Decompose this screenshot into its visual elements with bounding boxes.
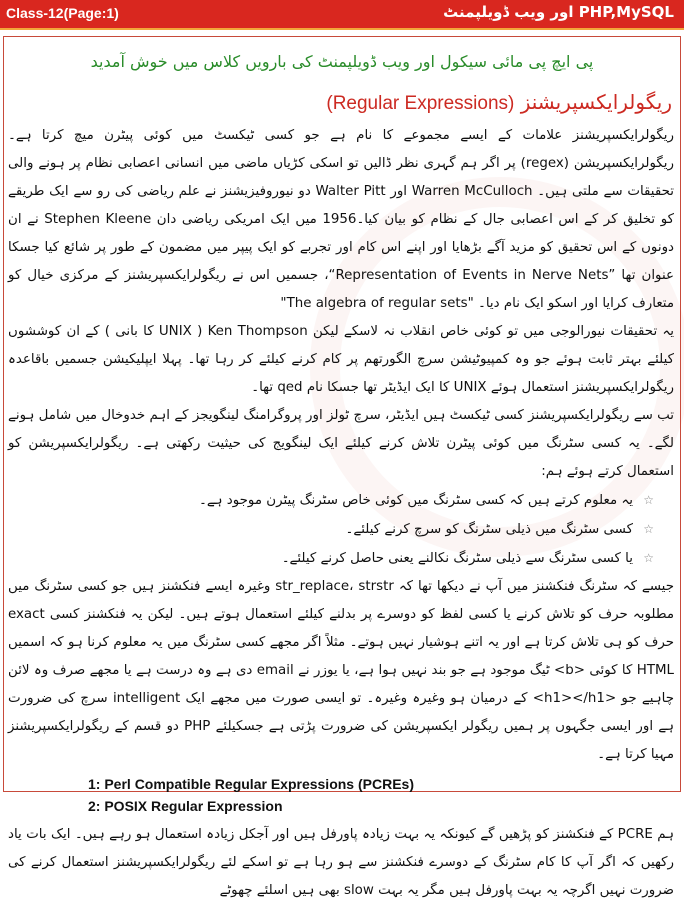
- regex-type-item: 1: Perl Compatible Regular Expressions (PCREs): [88, 776, 414, 792]
- bullet-item: [8, 515, 674, 544]
- paragraph-history: ریگولرایکسپریشنز علامات کے ایسے مجموعے کا نام ہے جو کسی ٹیکسٹ میں کوئی پیٹرن میچ کرتا ہے۔ ریگولرایکسپریشن (regex) پر اگر ہم گہری نظر ڈالیں تو اسکی کڑیاں ماضی میں انسانی اعصابی نظام پر ہونے والی تحقیقات سے ملتی ہیں۔ Warren McCulloch اور Walter Pitt دو نیوروفیزیشنز نے علم ریاضی کی رو سے ایک طریقے کو تخلیق کر کے اس اعصابی جال کے نظام کو بیان کیا۔1956 میں ایک امریکی ریاضی دان Stephen Kleene نے ان دونوں کے اس تحقیق کو مزید آگے بڑھایا اور اپنے اس کام اور تجربے کو ایک پیپر میں مضمون کے طور پر شائع کیا جسکا عنوان تھا ”Representation of Events in Nerve Nets“، جسمیں اس نے ریگولرایکسپریشنز کے مرکزی خیال کو متعارف کرایا اور اسکو ایک نام دیا۔ "The algebra of regular sets": [8, 128, 674, 311]
- welcome-line: پی ایچ پی مائی سیکول اور ویب ڈویلپمنٹ کی بارویں کلاس میں خوش آمدید: [90, 52, 594, 71]
- class-page-label: Class-12(Page:1): [6, 5, 119, 21]
- section-title: [326, 90, 672, 115]
- paragraph-string-functions: جیسے کہ سٹرنگ فنکشنز میں آپ نے دیکھا تھا کہ str_replace، strstr وغیرہ ایسے فنکشنز ہیں جو کسی سٹرنگ میں مطلوبہ حرف کو تلاش کرنے یا کسی لفظ کو دوسرے پر بدلنے کیلئے استعمال ہوتے ہیں۔ لیکن یہ فنکشنز کسی exact حرف کو ہی تلاش کرتا ہے اور یہ اتنے ہوشیار نہیں ہوتے۔ مثلاً اگر مجھے کسی سٹرنگ میں یہ معلوم کرنا ہو کہ اسمیں HTML کا کوئی <b> ٹیگ موجود ہے جو بند نہیں ہوا ہے، یا یوزر نے email دی ہے وہ درست ہے یا مجھے صرف وہ لائن چاہیے جو <h1></h1> کے درمیان ہو وغیرہ وغیرہ۔ تو ایسی صورت میں مجھے ایک intelligent سرچ کی ضرورت ہے اور ایسی جگہوں پر ہمیں ریگولر ایکسپریشن کی ضرورت پڑتی ہے جسکیلئے PHP دو قسم کے ریگولرایکسپریشنز مہیا کرتا ہے۔: [8, 579, 675, 762]
- header-bar: [0, 0, 684, 30]
- bullet-text: یہ معلوم کرتے ہیں کہ کسی سٹرنگ میں کوئی خاص سٹرنگ پیٹرن موجود ہے۔: [198, 493, 633, 508]
- bullet-item: [8, 486, 674, 515]
- regex-type-item: 2: POSIX Regular Expression: [88, 798, 283, 814]
- bullet-text: کسی سٹرنگ میں ذیلی سٹرنگ کو سرچ کرنے کیلئے۔: [345, 522, 633, 537]
- header-title: PHP,MySQL اور ویب ڈویلپمنٹ: [443, 3, 674, 21]
- bullet-item: [8, 544, 674, 573]
- section-title-english: (Regular Expressions): [326, 93, 515, 114]
- paragraph-pcre-note: ہم PCRE کے فنکشنز کو پڑھیں گے کیونکہ یہ بہت زیادہ پاورفل ہیں اور آجکل زیادہ استعمال ہو رہے ہیں۔ ایک بات یاد رکھیں کہ اگر آپ کا کام سٹرنگ کے دوسرے فنکشنز سے ہو رہا ہے تو اسکے لئے ریگولرایکسپریشنز استعمال کرنے کی ضرورت نہیں اگرچہ یہ بہت پاورفل ہیں مگر یہ بہت slow بھی ہیں اسلئے چھوٹے: [8, 827, 675, 898]
- regex-types-list: [8, 773, 674, 817]
- paragraph-usage: تب سے ریگولرایکسپریشنز کسی ٹیکسٹ ہیں ایڈیٹر، سرچ ٹولز اور پروگرامنگ لینگویجز کے اہم خدوخال میں شامل ہونے لگے۔ یہ کسی سٹرنگ میں کوئی پیٹرن تلاش کرنے کیلئے ایک لینگویج کی حیثیت رکھتی ہے۔ ریگولرایکسپریشن کو استعمال کرتے ہوئے ہم:: [8, 408, 674, 479]
- bullet-text: یا کسی سٹرنگ سے ذیلی سٹرنگ نکالنے یعنی حاصل کرنے کیلئے۔: [281, 551, 633, 566]
- star-icon: ☆: [643, 551, 654, 565]
- article-body: [8, 122, 674, 905]
- star-icon: ☆: [643, 493, 654, 507]
- star-icon: ☆: [643, 522, 654, 536]
- section-title-urdu: ریگولرایکسپریشنز: [520, 90, 672, 114]
- paragraph-thompson: یہ تحقیقات نیورالوجی میں تو کوئی خاص انقلاب نہ لاسکے لیکن Ken Thompson ( UNIX کا بانی ) کے ان کوششوں کیلئے بہتر ثابت ہوئے جو وہ کمپیوٹیشن سرچ الگورتھم پر کام کرنے کیلئے کر رہا تھا۔ پہلا ایپلیکیشن جسمیں باقاعدہ ریگولرایکسپریشنز استعمال ہوئے UNIX کا ایک ایڈیٹر تھا جسکا نام qed تھا۔: [8, 324, 674, 395]
